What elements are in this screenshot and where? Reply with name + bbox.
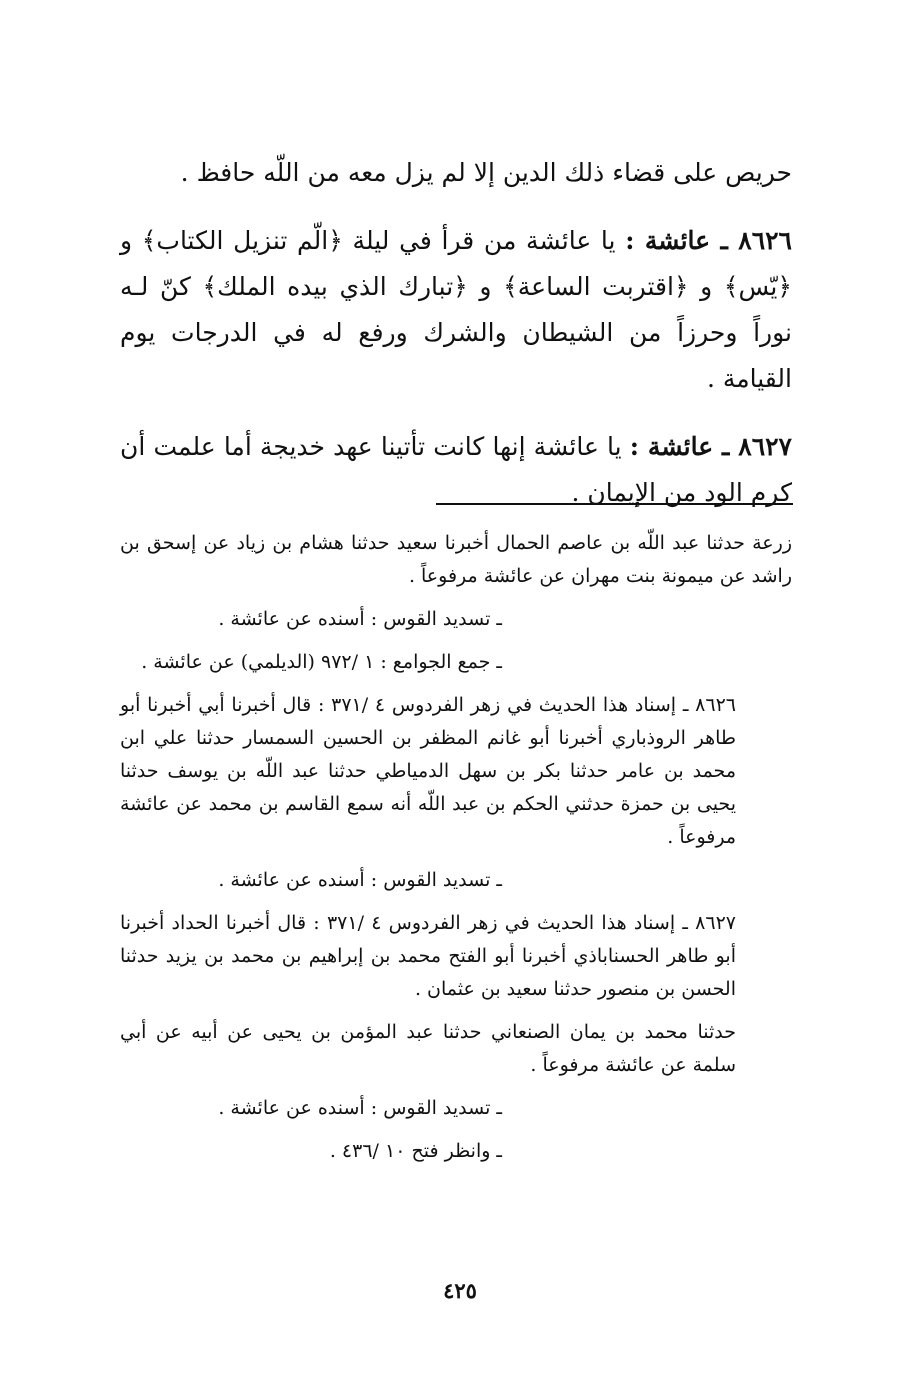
page-number: ٤٢٥ — [443, 1278, 477, 1303]
footnote-tasdid-1: ـ تسديد القوس : أسنده عن عائشة . — [218, 608, 502, 630]
footnote-8626-isnad: ٨٦٢٦ ـ إسناد هذا الحديث في زهر الفردوس ٤ /٣٧١ : قال أخبرنا أبي أخبرنا أبو طاهر الروذباري أخبرنا أبو غانم المظفر بن الحسين السمسار حدثنا علي ابن محمد بن عامر حدثنا بكر بن سهل الدمياطي حدثنا عبد اللّه بن يوسف حدثنا يحيى بن حمزة حدثني الحكم بن عبد اللّه أنه سمع القاسم بن محمد عن عائشة مرفوعاً . — [120, 694, 736, 848]
hadith-8626 — [120, 218, 792, 402]
hadith-8626-body: يا عائشة من قرأ في ليلة ﴿الّم تنزيل الكتاب﴾ و ﴿يّس﴾ و ﴿اقتربت الساعة﴾ و ﴿تبارك الذي بيده الملك﴾ كنّ لـه نوراً وحرزاً من الشيطان والشرك ورفع له في الدرجات يوم القيامة . — [120, 226, 792, 393]
footnotes — [120, 527, 792, 1178]
hadith-8627-lead: ٨٦٢٧ ـ عائشة : — [629, 432, 792, 461]
footnote-jam-al-jawami: ـ جمع الجوامع : ١ /٩٧٢ (الديلمي) عن عائشة . — [141, 651, 502, 673]
main-text — [120, 150, 792, 538]
footnote-fath-reference: ـ وانظر فتح ١٠ /٤٣٦ . — [329, 1140, 502, 1162]
footnote-tasdid-2: ـ تسديد القوس : أسنده عن عائشة . — [218, 869, 502, 891]
main-paragraph-1: حريص على قضاء ذلك الدين إلا لم يزل معه من اللّه حافظ . — [180, 158, 792, 187]
hadith-8626-lead: ٨٦٢٦ ـ عائشة : — [625, 226, 792, 255]
footnote-8627-isnad: ٨٦٢٧ ـ إسناد هذا الحديث في زهر الفردوس ٤ /٣٧١ : قال أخبرنا الحداد أخبرنا أبو طاهر الحسناباذي أخبرنا أبو الفتح محمد بن إبراهيم بن محمد بن يزيد حدثنا الحسن بن منصور حدثنا سعيد بن عثمان . — [120, 912, 736, 1000]
footnote-continuation: زرعة حدثنا عبد اللّه بن عاصم الحمال أخبرنا سعيد حدثنا هشام بن زياد عن إسحق بن راشد عن ميمونة بنت مهران عن عائشة مرفوعاً . — [120, 532, 792, 587]
footnote-8627-continuation: حدثنا محمد بن يمان الصنعاني حدثنا عبد المؤمن بن يحيى عن أبيه عن أبي سلمة عن عائشة مرفوعاً . — [120, 1021, 736, 1076]
hadith-8627-body: يا عائشة إنها كانت تأتينا عهد خديجة أما علمت أن كرم الود من الإيمان . — [120, 432, 792, 507]
footnote-divider — [436, 503, 793, 505]
footnote-tasdid-3: ـ تسديد القوس : أسنده عن عائشة . — [218, 1097, 502, 1119]
